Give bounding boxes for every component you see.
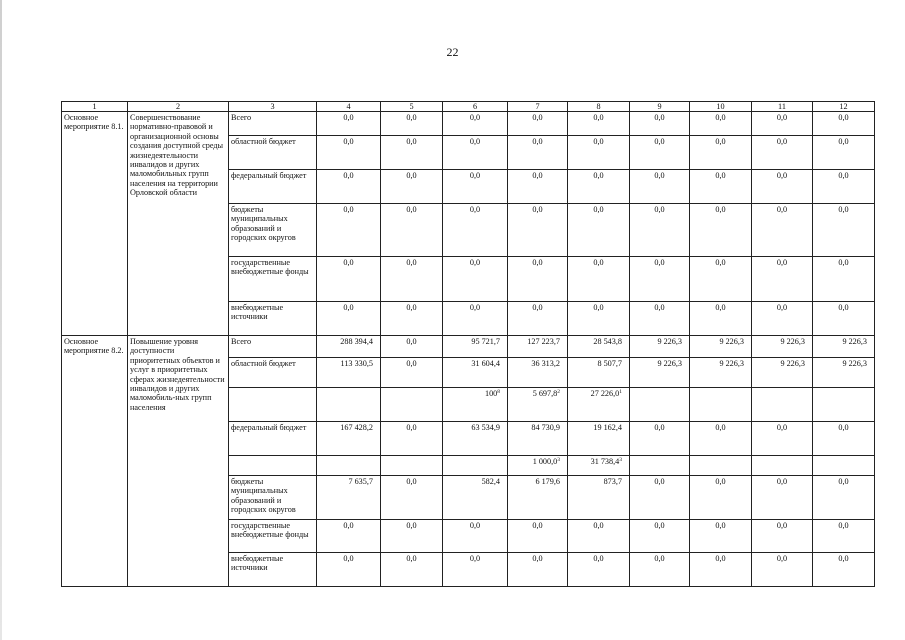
value-cell: 0,0 (508, 553, 568, 587)
value-cell: 0,0 (381, 520, 443, 553)
value-cell: 0,0 (752, 422, 813, 456)
value-cell: 0,0 (813, 422, 875, 456)
value-cell: 0,0 (443, 302, 508, 336)
value-cell: 0,0 (568, 553, 630, 587)
value-cell: 0,0 (813, 553, 875, 587)
value-cell: 0,0 (508, 204, 568, 257)
footnote-value: 31 738,4 (590, 457, 620, 466)
value-cell: 28 543,8 (568, 336, 630, 358)
value-cell: 0,0 (690, 136, 752, 170)
value-cell: 63 534,9 (443, 422, 508, 456)
value-cell: 0,0 (381, 358, 443, 388)
value-cell: 0,0 (630, 422, 690, 456)
header-row (62, 102, 875, 112)
measure-description: Повышение уровня доступности приоритетных объектов и услуг в приоритетных сферах жизнедеятельности инвалидов и других маломобиль-ных групп населения (128, 336, 229, 587)
value-cell: 0,0 (443, 136, 508, 170)
col-header: 5 (381, 102, 443, 112)
col-header: 10 (690, 102, 752, 112)
value-cell: 113 330,5 (317, 358, 381, 388)
value-cell: 0,0 (752, 136, 813, 170)
funding-source: областной бюджет (229, 136, 317, 170)
footnote-value: 5 697,8 (532, 389, 558, 398)
funding-source: федеральный бюджет (229, 170, 317, 204)
value-cell: 0,0 (630, 136, 690, 170)
value-cell: 0,0 (630, 112, 690, 136)
value-cell: 0,0 (630, 553, 690, 587)
value-cell: 0,0 (568, 520, 630, 553)
value-cell: 9 226,3 (813, 358, 875, 388)
value-cell: 0,0 (317, 520, 381, 553)
value-cell: 0,0 (568, 204, 630, 257)
value-cell-empty (630, 388, 690, 422)
value-cell: 0,0 (752, 112, 813, 136)
value-cell: 0,0 (630, 257, 690, 302)
value-cell: 0,0 (508, 302, 568, 336)
value-cell: 0,0 (752, 476, 813, 520)
value-cell: 9 226,3 (690, 358, 752, 388)
value-cell: 582,4 (443, 476, 508, 520)
value-cell (508, 456, 568, 476)
value-cell: 0,0 (630, 302, 690, 336)
value-cell-empty (813, 456, 875, 476)
footnote-value: 27 226,0 (590, 389, 620, 398)
value-cell: 9 226,3 (630, 358, 690, 388)
value-cell: 873,7 (568, 476, 630, 520)
value-cell: 0,0 (752, 204, 813, 257)
funding-source: внебюджетные источники (229, 553, 317, 587)
value-cell: 0,0 (630, 204, 690, 257)
value-cell-empty (317, 388, 381, 422)
value-cell: 36 313,2 (508, 358, 568, 388)
value-cell: 0,0 (690, 476, 752, 520)
value-cell: 0,0 (443, 112, 508, 136)
value-cell-empty (630, 456, 690, 476)
value-cell: 7 635,7 (317, 476, 381, 520)
value-cell: 0,0 (813, 204, 875, 257)
value-cell: 31 604,4 (443, 358, 508, 388)
value-cell: 0,0 (690, 422, 752, 456)
value-cell: 0,0 (381, 136, 443, 170)
value-cell: 0,0 (317, 257, 381, 302)
value-cell: 9 226,3 (752, 336, 813, 358)
value-cell-empty (752, 388, 813, 422)
value-cell: 0,0 (568, 136, 630, 170)
col-header: 4 (317, 102, 381, 112)
value-cell-empty (752, 456, 813, 476)
value-cell: 0,0 (317, 136, 381, 170)
value-cell: 0,0 (630, 520, 690, 553)
value-cell: 0,0 (508, 136, 568, 170)
measure-name: Основное мероприятие 8.1. (62, 112, 128, 336)
funding-source: государственные внебюджетные фонды (229, 520, 317, 553)
value-cell: 0,0 (752, 520, 813, 553)
value-cell: 0,0 (317, 553, 381, 587)
value-cell: 0,0 (752, 257, 813, 302)
footnote-mark: 8 (497, 389, 500, 395)
value-cell-empty (317, 456, 381, 476)
value-cell: 0,0 (568, 112, 630, 136)
value-cell: 288 394,4 (317, 336, 381, 358)
value-cell: 95 721,7 (443, 336, 508, 358)
col-header: 1 (62, 102, 128, 112)
value-cell: 0,0 (630, 476, 690, 520)
funding-source: Всего (229, 112, 317, 136)
footnote-value: 1 000,0 (532, 457, 558, 466)
value-cell: 0,0 (690, 302, 752, 336)
value-cell: 0,0 (690, 257, 752, 302)
funding-source-empty (229, 456, 317, 476)
value-cell: 0,0 (690, 204, 752, 257)
funding-source: бюджеты муниципальных образований и городских округов (229, 476, 317, 520)
value-cell: 0,0 (317, 302, 381, 336)
col-header: 3 (229, 102, 317, 112)
value-cell-empty (813, 388, 875, 422)
value-cell: 0,0 (381, 422, 443, 456)
value-cell: 0,0 (381, 170, 443, 204)
value-cell: 0,0 (813, 476, 875, 520)
value-cell: 0,0 (752, 302, 813, 336)
value-cell (443, 388, 508, 422)
value-cell: 8 507,7 (568, 358, 630, 388)
value-cell: 127 223,7 (508, 336, 568, 358)
value-cell: 0,0 (381, 257, 443, 302)
value-cell: 0,0 (508, 112, 568, 136)
value-cell (568, 456, 630, 476)
value-cell: 0,0 (381, 112, 443, 136)
value-cell: 9 226,3 (630, 336, 690, 358)
value-cell: 0,0 (813, 136, 875, 170)
value-cell: 0,0 (443, 520, 508, 553)
value-cell: 0,0 (630, 170, 690, 204)
footnote-value: 100 (484, 389, 498, 398)
measure-name: Основное мероприятие 8.2. (62, 336, 128, 587)
value-cell: 0,0 (317, 170, 381, 204)
funding-source: бюджеты муниципальных образований и городских округов (229, 204, 317, 257)
value-cell: 0,0 (568, 170, 630, 204)
value-cell: 0,0 (317, 204, 381, 257)
value-cell-empty (381, 456, 443, 476)
col-header: 6 (443, 102, 508, 112)
funding-source: областной бюджет (229, 358, 317, 388)
footnote-mark: 2 (557, 389, 560, 395)
footnote-mark: 3 (619, 457, 622, 463)
value-cell: 0,0 (381, 336, 443, 358)
table-row (62, 112, 875, 136)
value-cell: 0,0 (813, 302, 875, 336)
value-cell: 0,0 (443, 257, 508, 302)
footnote-mark: 3 (557, 457, 560, 463)
value-cell: 9 226,3 (690, 336, 752, 358)
value-cell-empty (690, 456, 752, 476)
value-cell: 0,0 (752, 170, 813, 204)
value-cell: 0,0 (752, 553, 813, 587)
funding-source: федеральный бюджет (229, 422, 317, 456)
value-cell: 0,0 (690, 520, 752, 553)
value-cell: 6 179,6 (508, 476, 568, 520)
col-header: 12 (813, 102, 875, 112)
col-header: 9 (630, 102, 690, 112)
value-cell: 0,0 (508, 170, 568, 204)
value-cell: 0,0 (813, 520, 875, 553)
funding-source: государственные внебюджетные фонды (229, 257, 317, 302)
value-cell: 0,0 (443, 204, 508, 257)
value-cell: 0,0 (508, 520, 568, 553)
funding-source: внебюджетные источники (229, 302, 317, 336)
value-cell-empty (381, 388, 443, 422)
value-cell: 0,0 (443, 553, 508, 587)
value-cell: 84 730,9 (508, 422, 568, 456)
funding-source: Всего (229, 336, 317, 358)
funding-source-empty (229, 388, 317, 422)
value-cell: 0,0 (813, 170, 875, 204)
value-cell: 0,0 (690, 170, 752, 204)
value-cell: 9 226,3 (752, 358, 813, 388)
value-cell: 0,0 (317, 112, 381, 136)
col-header: 7 (508, 102, 568, 112)
measure-description: Совершенствование нормативно-правовой и организационной основы создания доступной среды жизнедеятельности инвалидов и других маломобильных групп населения на территории Орловской области (128, 112, 229, 336)
value-cell: 9 226,3 (813, 336, 875, 358)
col-header: 2 (128, 102, 229, 112)
col-header: 8 (568, 102, 630, 112)
value-cell: 0,0 (568, 257, 630, 302)
value-cell: 0,0 (508, 257, 568, 302)
page-number: 22 (446, 45, 459, 59)
value-cell: 0,0 (381, 302, 443, 336)
table-row (62, 336, 875, 358)
value-cell: 167 428,2 (317, 422, 381, 456)
budget-table (61, 101, 875, 587)
value-cell: 0,0 (813, 112, 875, 136)
col-header: 11 (752, 102, 813, 112)
value-cell: 0,0 (813, 257, 875, 302)
value-cell-empty (443, 456, 508, 476)
value-cell-empty (690, 388, 752, 422)
value-cell (508, 388, 568, 422)
value-cell: 0,0 (381, 476, 443, 520)
page-edge-shadow (0, 0, 2, 640)
value-cell (568, 388, 630, 422)
footnote-mark: 1 (619, 389, 622, 395)
value-cell: 0,0 (381, 553, 443, 587)
value-cell: 0,0 (381, 204, 443, 257)
value-cell: 0,0 (568, 302, 630, 336)
value-cell: 0,0 (690, 112, 752, 136)
value-cell: 0,0 (443, 170, 508, 204)
value-cell: 0,0 (690, 553, 752, 587)
value-cell: 19 162,4 (568, 422, 630, 456)
